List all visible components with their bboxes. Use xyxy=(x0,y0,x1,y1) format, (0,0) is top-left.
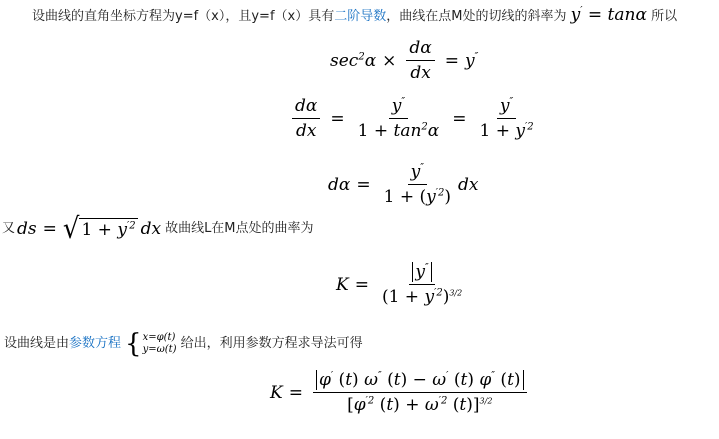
paragraph-3 xyxy=(4,331,363,357)
second-derivative-link[interactable]: 二阶导数 xyxy=(334,9,387,24)
para3-text-2: 给出，利用参数方程求导法可得 xyxy=(180,336,363,351)
arc-length-formula: ds = √ $1 + y^{'2}$ dx xyxy=(17,212,162,246)
paragraph-2 xyxy=(2,212,314,246)
system-row-x: x=φ(t) xyxy=(142,332,176,343)
para1-text-2: ，曲线在点M处的切线的斜率为 xyxy=(386,9,567,24)
equation-4: K = $\frac{y''}{(1 + y^{'2})^{3/2}}$ xyxy=(336,262,463,307)
parametric-equation-link[interactable]: 参数方程 xyxy=(69,336,122,351)
para3-text-1: 设曲线是由 xyxy=(4,336,70,351)
para1-text-3: 所以 xyxy=(646,9,678,24)
equation-2: $\frac{d\alpha}{dx}$ = $\frac{y''}{1 + \tan^2\alpha}$ = $\frac{y''}{1 + y^{'2}}$ xyxy=(288,96,541,141)
system-row-y: y=ω(t) xyxy=(142,344,177,355)
paragraph-1 xyxy=(32,6,677,26)
equation-5: K = $\frac{\varphi' (t) \omega'' (t) - \omega' (t) \varphi'' (t)}{[\varphi^{'2} (t) + \omega^{'2} (t)]^{3/2}}$ xyxy=(270,370,531,415)
para1-text-1: 设曲线的直角坐标方程为y=f（x），且y=f（x）具有 xyxy=(32,9,335,24)
equation-1: $\sec^2\alpha$ × $\frac{d\alpha}{dx}$ = y″ xyxy=(330,38,479,83)
equation-3: dα = $\frac{y''}{1 + (y^{'2})}$ dx xyxy=(328,162,479,207)
slope-formula: y′ = tanα xyxy=(570,5,647,25)
parametric-system: { x=φ(t) y=ω(t) xyxy=(125,329,177,359)
para2-suffix: 故曲线L在M点处的曲率为 xyxy=(165,221,314,236)
para2-prefix: 又 xyxy=(2,221,16,236)
